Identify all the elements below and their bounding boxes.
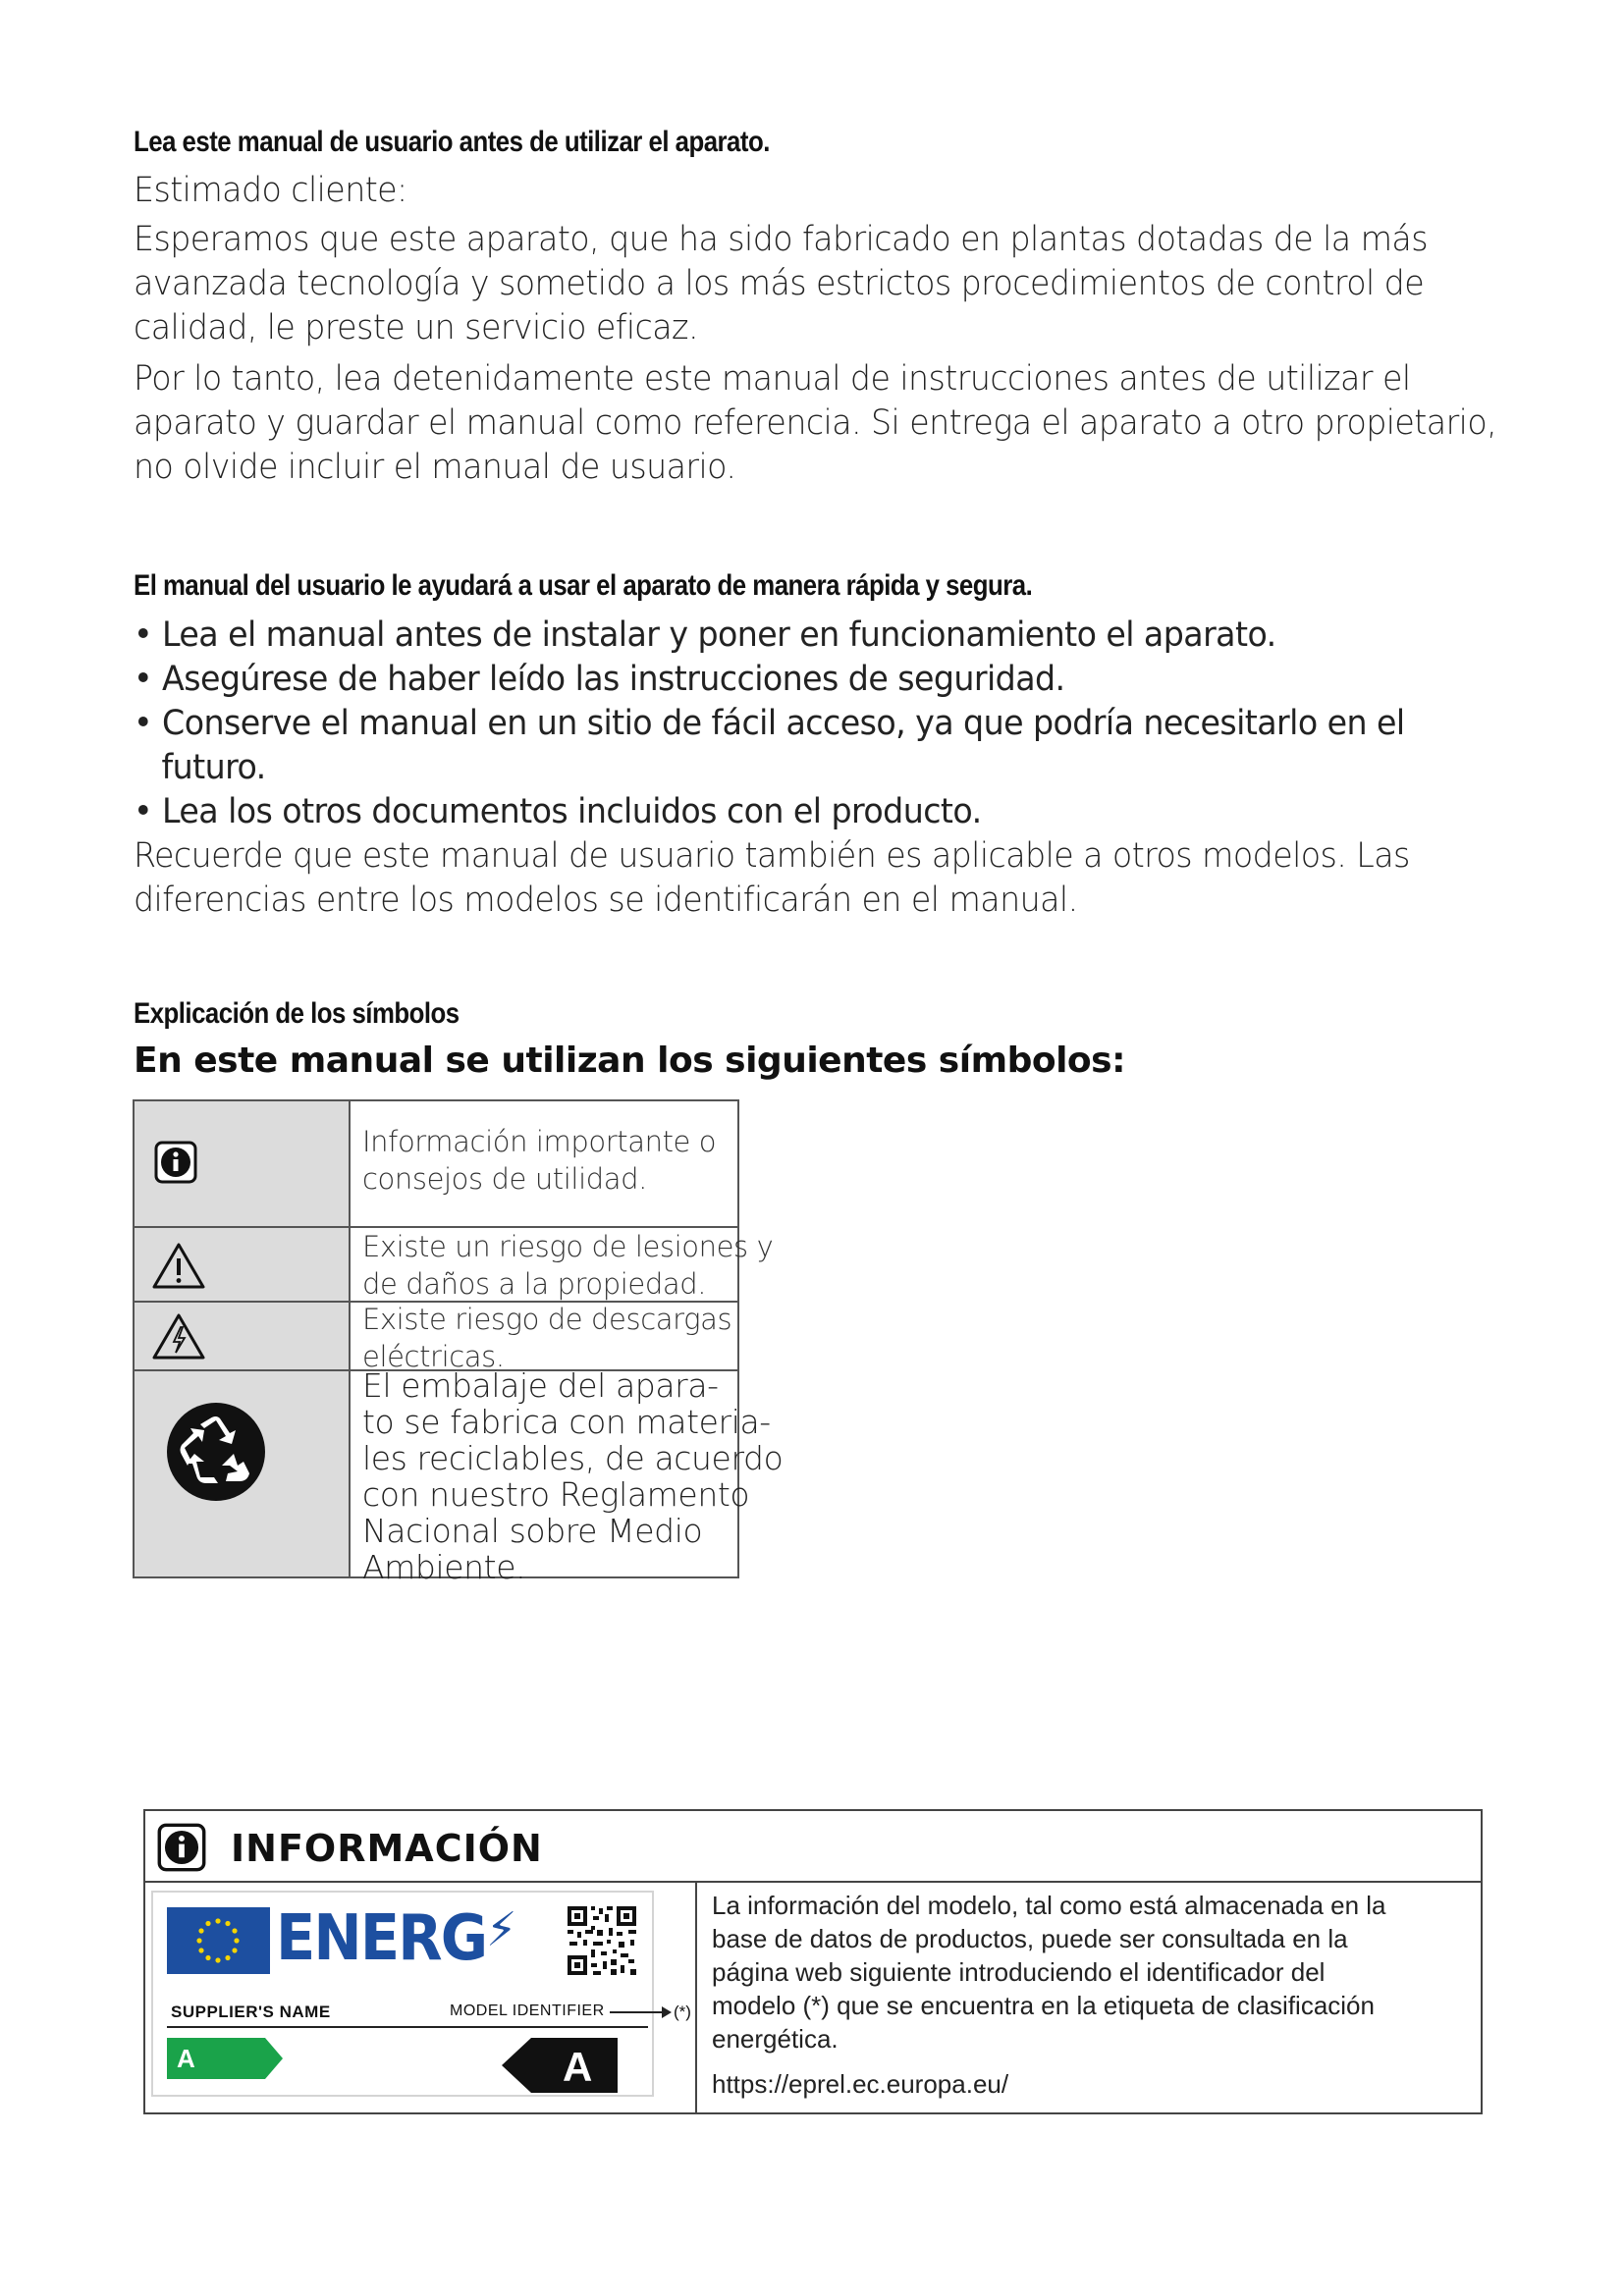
- model-identifier: MODEL IDENTIFIER: [450, 2002, 605, 2019]
- arrow-line: [610, 2011, 669, 2013]
- guide-bullet-list: [134, 614, 1472, 834]
- guide-heading: El manual del usuario le ayudará a usar el aparato de manera rápida y segura.: [134, 569, 1033, 602]
- list-item: • Asegúrese de haber leído las instrucciones de seguridad.: [134, 660, 1065, 699]
- arrow-right-icon: [662, 2006, 672, 2018]
- energy-class-right: A: [563, 2044, 593, 2090]
- information-title: INFORMACIÓN: [231, 1827, 543, 1870]
- info-icon: [157, 1823, 206, 1872]
- information-text: La información del modelo, tal como está almacenada en la base de datos de productos, puede ser consultada en la página web siguiente introduciendo el identificador del modelo (*) que se encuentra en la etiqueta de clasificación energética.: [712, 1891, 1386, 2054]
- intro-paragraph-2: Por lo tanto, lea detenidamente este manual de instrucciones antes de utilizar el aparato y guardar el manual como referencia. Si entrega el aparato a otro propietario, no olvide incluir el manual de usuario.: [134, 359, 1497, 487]
- energy-label: [151, 1891, 691, 2097]
- information-header: [145, 1811, 1481, 1883]
- eprel-link[interactable]: https://eprel.ec.europa.eu/: [712, 2069, 1009, 2099]
- information-text-cell: [698, 1883, 1481, 2112]
- energy-bolt-icon: ⚡: [486, 1902, 515, 1957]
- supplier-name: SUPPLIER'S NAME: [171, 2002, 331, 2021]
- table-row: Existe riesgo de descargas eléctricas.: [135, 1303, 737, 1371]
- list-item: • Conserve el manual en un sitio de fácil acceso, ya que podría necesitarlo en el: [134, 704, 1405, 743]
- divider: [167, 2026, 648, 2028]
- eu-flag-icon: [167, 1907, 270, 1974]
- list-item: • Lea los otros documentos incluidos con el producto.: [134, 792, 982, 831]
- energy-class-left: A: [177, 2044, 195, 2073]
- energy-class-green-arrow: [167, 2038, 285, 2079]
- table-row: Existe un riesgo de lesiones y de daños a la propiedad.: [135, 1228, 737, 1303]
- table-row: El embalaje del apara- to se fabrica con materia- les reciclables, de acuerdo con nuestro Reglamento Nacional sobre Medio Ambiente.: [135, 1371, 737, 1576]
- intro-paragraph-1: Esperamos que este aparato, que ha sido fabricado en plantas dotadas de la más avanzada tecnología y sometido a los más estrictos procedimientos de control de calidad, le preste un servicio eficaz.: [134, 220, 1428, 347]
- information-box: [143, 1809, 1483, 2114]
- recycle-icon: [165, 1401, 267, 1503]
- greeting: Estimado cliente:: [134, 171, 407, 210]
- energy-label-cell: [145, 1883, 697, 2112]
- warning-icon: [151, 1242, 206, 1291]
- symbols-heading: Explicación de los símbolos: [134, 997, 460, 1030]
- guide-closing: Recuerde que este manual de usuario también es aplicable a otros modelos. Las diferencias entre los modelos se identificarán en el manual.: [134, 836, 1410, 920]
- electric-shock-icon: [151, 1312, 206, 1362]
- asterisk-marker: (*): [674, 2002, 691, 2021]
- qr-code-icon: [566, 1904, 638, 1977]
- info-icon: [154, 1141, 197, 1184]
- list-item: • Lea el manual antes de instalar y poner en funcionamiento el aparato.: [134, 615, 1276, 655]
- list-item: futuro.: [161, 748, 266, 787]
- table-row: Información importante o consejos de utilidad.: [135, 1101, 737, 1228]
- energy-brand: ENERG⚡: [276, 1902, 515, 1975]
- energy-class-black-arrow: [502, 2038, 618, 2093]
- symbols-table: [133, 1099, 784, 1586]
- symbols-subheading: En este manual se utilizan los siguientes símbolos:: [134, 1041, 1125, 1081]
- intro-heading: Lea este manual de usuario antes de utilizar el aparato.: [134, 126, 770, 158]
